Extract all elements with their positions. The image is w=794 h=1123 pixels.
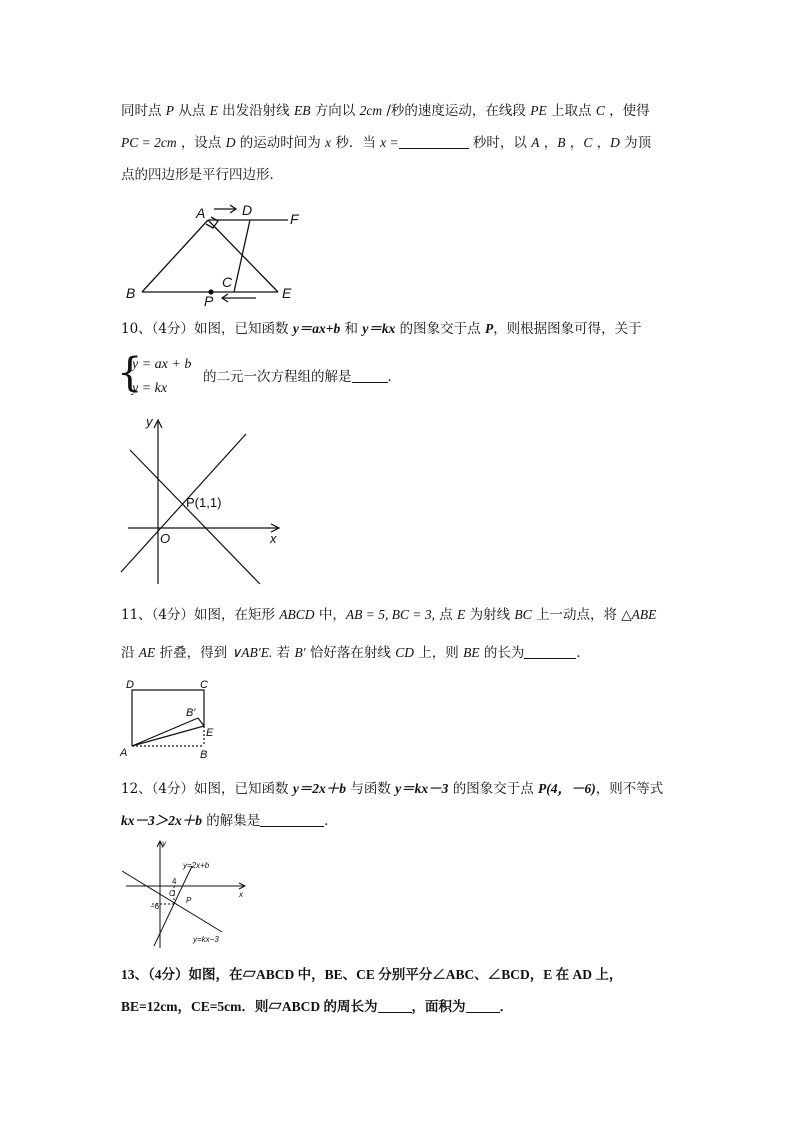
q10-figure	[118, 412, 288, 588]
q13-line2: BE=12cm，CE=5cm．则▱ABCD 的周长为 ，面积为 ．	[121, 999, 513, 1014]
q11-label-a: A	[120, 747, 128, 759]
q10-eq1: y = ax + b	[132, 357, 192, 372]
q9-label-c: C	[222, 274, 233, 290]
q10-line1: 10、（4分）如图，已知函数 y＝ax+b 和 y＝kx 的图象交于点 P，则根据图象可得，关于	[121, 321, 642, 337]
q11-segment-bpe	[198, 718, 204, 726]
q9-label-f: F	[290, 211, 299, 227]
q11-label-c: C	[200, 679, 208, 691]
q12-label-minus6: −6	[150, 902, 160, 911]
q12-label-line1: y=2x+b	[183, 861, 210, 870]
q11-label-b: B	[200, 749, 208, 761]
q10-label-x: x	[270, 531, 277, 546]
q9-right-angle-mark	[206, 217, 218, 228]
q9-label-a: A	[196, 205, 206, 221]
q12-figure	[118, 838, 250, 950]
q9-line1: 同时点 P 从点 E 出发沿射线 EB 方向以 2cm /秒的速度运动，在线段 PE 上取点 C ，使得	[121, 103, 650, 119]
q10-eq2: y = kx	[132, 381, 168, 396]
q11-line1: 11、（4分）如图，在矩形 ABCD 中，AB = 5, BC = 3, 点 E 为射线 BC 上一动点，将 △ABE	[121, 607, 657, 623]
q9-segment-dc	[234, 220, 250, 292]
q10-label-y: y	[146, 414, 153, 429]
q12-label-line2: y=kx−3	[193, 935, 219, 944]
q11-line2: 沿 AE 折叠，得到 ∨AB′E. 若 B′ 恰好落在射线 CD 上，则 BE 的长为 ．	[121, 645, 590, 661]
q12-label-x: x	[239, 890, 243, 899]
q9-label-e: E	[282, 285, 292, 301]
q11-label-bp: B′	[186, 707, 196, 719]
q13-perimeter-blank[interactable]	[378, 998, 412, 1013]
q9-label-p: P	[204, 293, 214, 308]
q11-label-d: D	[126, 679, 134, 691]
q11-label-e: E	[206, 727, 214, 739]
q12-answer-blank[interactable]	[260, 812, 324, 827]
q10-label-p: P(1,1)	[186, 495, 222, 510]
q12-label-o: O	[169, 889, 176, 898]
q10-answer-blank[interactable]	[352, 368, 388, 383]
q9-line2: PC = 2cm ，设点 D 的运动时间为 x 秒．当 x = 秒时，以 A ，B ，C ，D 为顶	[121, 135, 652, 151]
q10-line-kx	[121, 434, 246, 572]
q11-segment-ae	[132, 726, 204, 746]
q12-line1: 12、（4分）如图，已知函数 y＝2x＋b 与函数 y＝kx－3 的图象交于点 P(4，－6)，则不等式	[121, 781, 664, 797]
q12-line2: kx－3＞2x＋b 的解集是 ．	[121, 813, 338, 829]
q9-label-d: D	[242, 202, 253, 218]
q11-segment-abp	[132, 718, 198, 746]
q10-line2: 的二元一次方程组的解是 ．	[203, 369, 401, 385]
q11-figure	[118, 676, 224, 762]
q13-area-blank[interactable]	[466, 998, 500, 1013]
q9-answer-blank[interactable]	[399, 134, 469, 149]
q13-line1: 13、（4分）如图，在▱ABCD 中，BE、CE 分别平分∠ABC、∠BCD，E 在 AD 上，	[121, 967, 623, 982]
q11-answer-blank[interactable]	[524, 644, 576, 659]
q9-label-b: B	[126, 285, 136, 301]
q12-label-y: y	[162, 839, 166, 848]
q9-segment-ba	[142, 220, 208, 292]
q9-line3: 点的四边形是平行四边形．	[121, 167, 283, 183]
q10-line-axb	[130, 450, 260, 584]
q10-label-o: O	[160, 531, 171, 546]
q10-brace: {	[117, 350, 143, 396]
q12-label-p: P	[186, 896, 192, 905]
q9-segment-ae	[208, 220, 278, 292]
q9-figure	[118, 198, 318, 308]
q12-label-4: 4	[172, 877, 177, 886]
